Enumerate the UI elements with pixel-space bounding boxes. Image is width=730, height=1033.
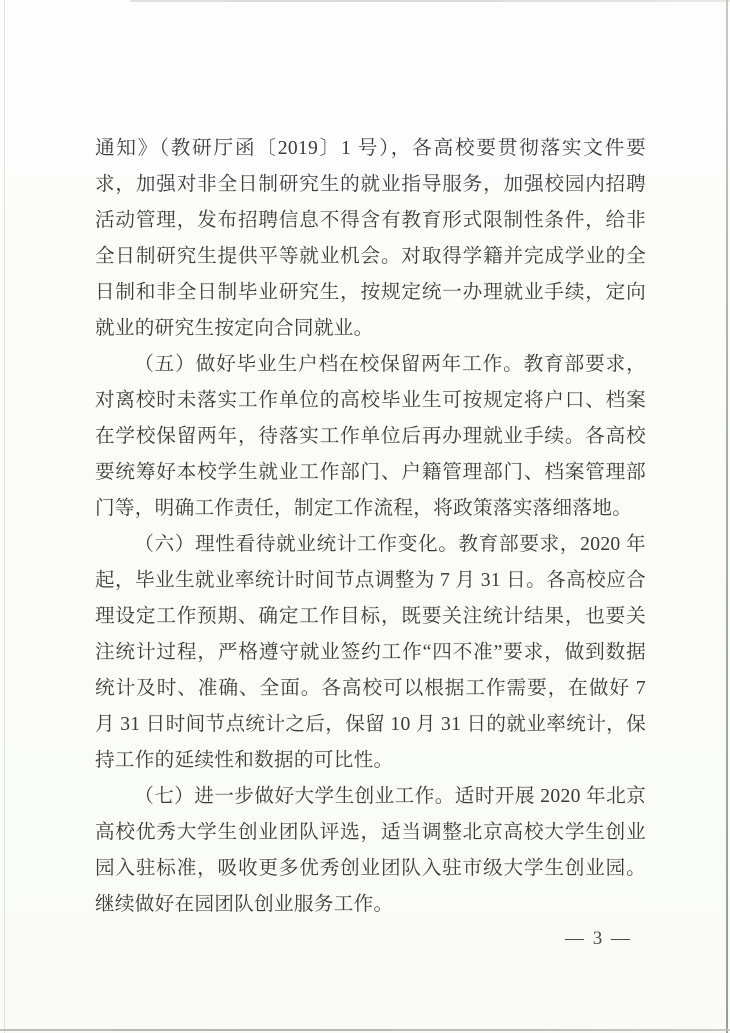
scan-edge-left — [4, 0, 5, 1033]
paragraph: （七）进一步做好大学生创业工作。适时开展 2020 年北京高校优秀大学生创业团队评选，适当调整北京高校大学生创业园入驻标准，吸收更多优秀创业团队入驻市级大学生创业园。继续做好在园团队创业服务工作。 — [95, 786, 646, 915]
scan-edge-right — [726, 0, 728, 1033]
scan-edge-top — [130, 0, 730, 2]
scan-edge-bottom — [0, 1029, 730, 1031]
page-number: — 3 — — [565, 928, 632, 949]
document-body — [95, 131, 646, 923]
paragraph: （六）理性看待就业统计工作变化。教育部要求，2020 年起，毕业生就业率统计时间节点调整为 7 月 31 日。各高校应合理设定工作预期、确定工作目标，既要关注统计结果，也要关注统计过程，严格遵守就业签约工作“四不准”要求，做到数据统计及时、准确、全面。各高校可以根据工作需要，在做好 7 月 31 日时间节点统计之后，保留 10 月 31 日的就业率统计，保持工作的延续性和数据的可比性。 — [95, 534, 646, 771]
paragraph: 通知》（教研厅函〔2019〕1 号），各高校要贯彻落实文件要求，加强对非全日制研究生的就业指导服务，加强校园内招聘活动管理，发布招聘信息不得含有教育形式限制性条件，给非全日制研究生提供平等就业机会。对取得学籍并完成学业的全日制和非全日制毕业研究生，按规定统一办理就业手续，定向就业的研究生按定向合同就业。 — [95, 138, 646, 339]
paragraph: （五）做好毕业生户档在校保留两年工作。教育部要求，对离校时未落实工作单位的高校毕业生可按规定将户口、档案在学校保留两年，待落实工作单位后再办理就业手续。各高校要统筹好本校学生就业工作部门、户籍管理部门、档案管理部门等，明确工作责任，制定工作流程，将政策落实落细落地。 — [95, 354, 646, 519]
